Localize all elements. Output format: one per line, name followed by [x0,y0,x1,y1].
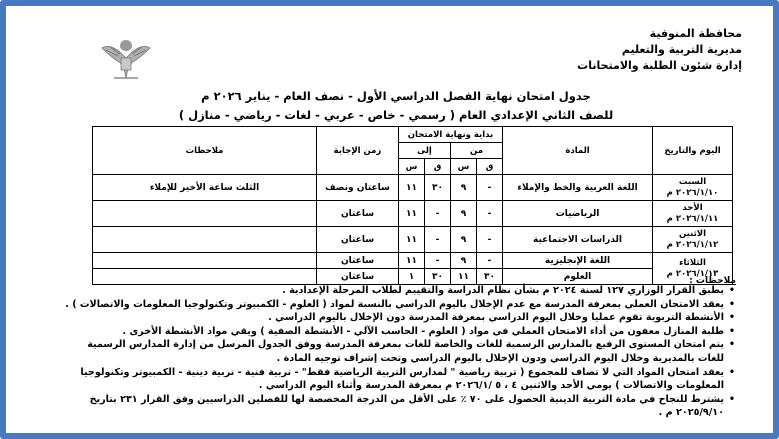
exam-schedule-table [92,126,733,285]
exam-schedule-title: جدول امتحان نهاية الفصل الدراسي الأول - نصف العام - يناير ٢٠٢٦ م [201,89,591,103]
to-hour-cell: ١ [399,269,425,285]
to-minute-cell: ٣٠ [425,269,451,285]
to-hour-cell: ١١ [399,175,425,201]
note-item: • يعقد الامتحان العملي بمعرفة المدرسة مع عدم الإخلال باليوم الدراسي بالنسبة لمواد ( العلوم - الكمبيوتر وتكنولوجيا المعلومات والاتصالات ) . [60,298,724,312]
duration-cell: ساعتان [317,269,399,285]
eagle-emblem-icon [98,34,154,84]
duration-cell: ساعتان [317,201,399,227]
from-minute-cell: - [477,175,503,201]
to-minute-cell: - [425,201,451,227]
header-to-hour: س [399,159,425,175]
to-hour-cell: ١١ [399,227,425,253]
governorate-name: محافظة المنوفية [649,27,742,40]
day-name: الثلاثاء [679,257,706,268]
duration-cell: ساعتان [317,227,399,253]
from-minute-cell: ٣٠ [477,269,503,285]
exam-date: ٢٠٢٦/١/١٢ م [666,239,719,250]
duration-cell: ساعتان [317,253,399,269]
header-day-date: اليوم والتاريخ [653,127,733,175]
to-minute-cell: - [425,227,451,253]
header-from-minute: ق [477,159,503,175]
notes-cell [93,227,317,253]
day-name: السبت [678,176,707,187]
from-hour-cell: ١١ [451,269,477,285]
subject-cell: اللغة الإنجليزية [503,253,653,269]
exam-date: ٢٠٢٦/١/١٣ م [666,268,719,279]
note-item: • يتم امتحان المستوى الرفيع بالمدارس الرسمية للغات والخاصة للغات بمعرفة المدرسة ووفق الجدول المرسل من إدارة المدارس الرسمية للغات بالمديرية وخلال اليوم الدراسي ودون الإخلال باليوم الدراسي وتحت إشراف توجيه المادة . [60,338,724,365]
subject-cell: العلوم [503,269,653,285]
header-to: إلى [399,143,451,159]
exam-schedule-subtitle: للصف الثاني الإعدادي العام ( رسمي - خاص - عربي - لغات - رياضي - منازل ) [178,108,614,122]
from-hour-cell: ٩ [451,253,477,269]
to-hour-cell: ١١ [399,201,425,227]
notes-cell: الثلث ساعة الأخير للإملاء [93,175,317,201]
day-date-cell [653,201,733,227]
day-date-cell [653,227,733,253]
subject-cell: اللغة العربية والخط والإملاء [503,175,653,201]
note-item: • طلبة المنازل معفون من أداء الامتحان العملي في مواد ( العلوم - الحاسب الآلي - الأنشطة الصفية ) ويقي مواد الأنشطة الأخرى . [60,325,724,339]
header-start-end: بداية ونهاية الامتحان [399,127,503,143]
exam-date: ٢٠٢٦/١/١٠ م [666,187,719,198]
header-from-hour: س [451,159,477,175]
department-name: إدارة شئون الطلبة والامتحانات [577,59,742,72]
duration-cell: ساعتان ونصف [317,175,399,201]
from-hour-cell: ٩ [451,201,477,227]
letterhead [577,26,742,74]
from-minute-cell: - [477,253,503,269]
header-from: من [451,143,503,159]
note-item: • يطبق القرار الوزاري ١٢٧ لسنة ٢٠٢٤ م بشأن نظام الدراسة والتقييم لطلاب المرحلة الإعدادية . [60,284,724,298]
from-hour-cell: ٩ [451,175,477,201]
header-notes: ملاحظات [93,127,317,175]
notes-heading: ملاحظات : [689,276,736,286]
note-item: • يشترط للنجاح في مادة التربية الدينية الحصول على ٧٠ ٪ على الأقل من الدرجة المخصصة لها للفصلين الدراسيين وفق القرار ٢٣١ بتاريخ ٢٠٢٥/٩/١٠ م . [60,393,724,420]
to-minute-cell: ٣٠ [425,175,451,201]
from-minute-cell: - [477,227,503,253]
day-name: الاثنين [679,228,707,239]
note-item: • يعقد امتحان المواد التي لا تضاف للمجموع ( تربية رياضية " لمدارس التربية الرياضية فقط" - تربية فنية - تربية دينية - الكمبيوتر وتكنولوجيا المعلومات والاتصالات ) يومي الأحد والاثنين ٤ ، ٥ /٢٠٢٦/١ م بمعرفة المدرسة وأثناء اليوم الدراسي . [60,366,724,393]
notes-cell [93,253,317,269]
notes-list [60,284,736,420]
subject-cell: الرياضيات [503,201,653,227]
day-name: الأحد [682,202,703,213]
notes-cell [93,201,317,227]
subject-cell: الدراسات الاجتماعية [503,227,653,253]
to-hour-cell: ١١ [399,253,425,269]
header-subject: المادة [503,127,653,175]
note-item: • الأنشطة التربوية تقوم عمليا وخلال اليوم الدراسي بمعرفة المدرسة دون الإخلال باليوم الدراسي . [60,311,724,325]
exam-date: ٢٠٢٦/١/١١ م [666,213,719,224]
from-minute-cell: - [477,201,503,227]
notes-cell [93,269,317,285]
directorate-name: مديرية التربية والتعليم [621,43,742,56]
to-minute-cell: - [425,253,451,269]
from-hour-cell: ٩ [451,227,477,253]
header-duration: زمن الإجابة [317,127,399,175]
header-to-minute: ق [425,159,451,175]
day-date-cell [653,175,733,201]
document-page [36,14,756,439]
